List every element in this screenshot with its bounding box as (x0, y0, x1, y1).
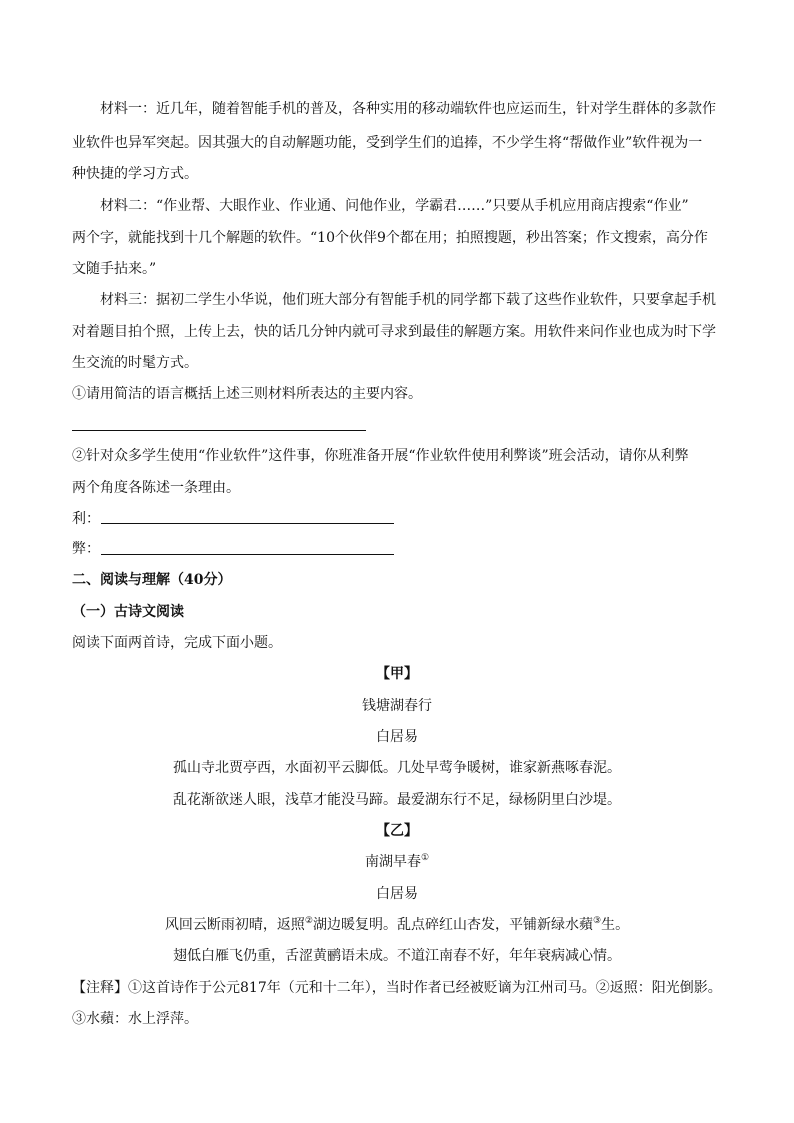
note-marker-2: ② (304, 916, 313, 926)
poem-b-author: 白居易 (376, 886, 418, 902)
con-label: 弊： (72, 541, 100, 557)
material-3-line-3: 生交流的时髦方式。 (72, 355, 198, 371)
material-2-line-3: 文随手拈来。” (72, 261, 157, 277)
poem-b-line-1-part-b: 湖边暖复明。乱点碎红山杏发，平铺新绿水蘋 (313, 917, 593, 933)
notes-line-1: 【注释】①这首诗作于公元817年（元和十二年），当时作者已经被贬谪为江州司马。②返照：阳光倒影。 (72, 980, 722, 996)
poem-b-label: 【乙】 (376, 823, 418, 839)
poem-a-title: 钱塘湖春行 (362, 698, 432, 714)
poem-b-title (0, 852, 794, 872)
pro-label: 利： (72, 511, 100, 527)
poem-a-author: 白居易 (376, 729, 418, 745)
material-3-line-2: 对着题目拍个照，上传上去，快的话几分钟内就可寻求到最佳的解题方案。用软件来问作业也成为时下学 (72, 324, 716, 340)
material-3-line-1: 材料三：据初二学生小华说，他们班大部分有智能手机的同学都下载了这些作业软件，只要拿起手机 (100, 292, 716, 308)
question-1: ①请用简洁的语言概括上述三则材料所表达的主要内容。 (72, 386, 422, 402)
answer-line-q1[interactable] (72, 430, 366, 431)
answer-line-pro[interactable] (101, 523, 394, 524)
question-2-line-1: ②针对众多学生使用“作业软件”这件事，你班准备开展“作业软件使用利弊谈”班会活动，请你从利弊 (72, 448, 689, 464)
poem-b-line-1-part-a: 风回云断雨初晴，返照 (164, 917, 305, 933)
material-2-line-2: 两个字，就能找到十几个解题的软件。“10个伙伴9个都在用；拍照搜题，秒出答案；作文搜索，高分作 (72, 230, 708, 246)
poem-a-line-2: 乱花渐欲迷人眼，浅草才能没马蹄。最爱湖东行不足，绿杨阴里白沙堤。 (173, 792, 621, 808)
answer-line-con[interactable] (101, 554, 394, 555)
poem-b-line-1-part-c: 生。 (601, 917, 630, 933)
poem-b-line-1 (0, 915, 794, 935)
poem-b-line-2: 翅低白雁飞仍重，舌涩黄鹂语未成。不道江南春不好，年年衰病减心情。 (173, 948, 621, 964)
poem-a-line-1: 孤山寺北贾亭西，水面初平云脚低。几处早莺争暖树，谁家新燕啄春泥。 (173, 760, 621, 776)
notes-line-2: ③水蘋：水上浮萍。 (72, 1011, 198, 1027)
poem-a-label: 【甲】 (376, 666, 418, 682)
material-2-line-1: 材料二：“作业帮、大眼作业、作业通、问他作业，学霸君……”只要从手机应用商店搜索“作业” (100, 198, 689, 214)
note-marker-3: ③ (593, 916, 602, 926)
material-1-line-1: 材料一：近几年，随着智能手机的普及，各种实用的移动端软件也应运而生，针对学生群体的多款作 (100, 101, 716, 117)
poem-b-title-note: ① (420, 853, 430, 863)
poem-b-title-text: 南湖早春 (364, 854, 421, 870)
question-2-line-2: 两个角度各陈述一条理由。 (72, 480, 240, 496)
section-heading: 二、阅读与理解（40分） (72, 572, 232, 588)
sub-heading: （一）古诗文阅读 (72, 604, 184, 620)
material-1-line-2: 业软件也异军突起。因其强大的自动解题功能，受到学生们的追捧，不少学生将“帮做作业”软件视为一 (72, 135, 703, 151)
material-1-line-3: 种快捷的学习方式。 (72, 166, 198, 182)
reading-instruction: 阅读下面两首诗，完成下面小题。 (72, 635, 282, 651)
